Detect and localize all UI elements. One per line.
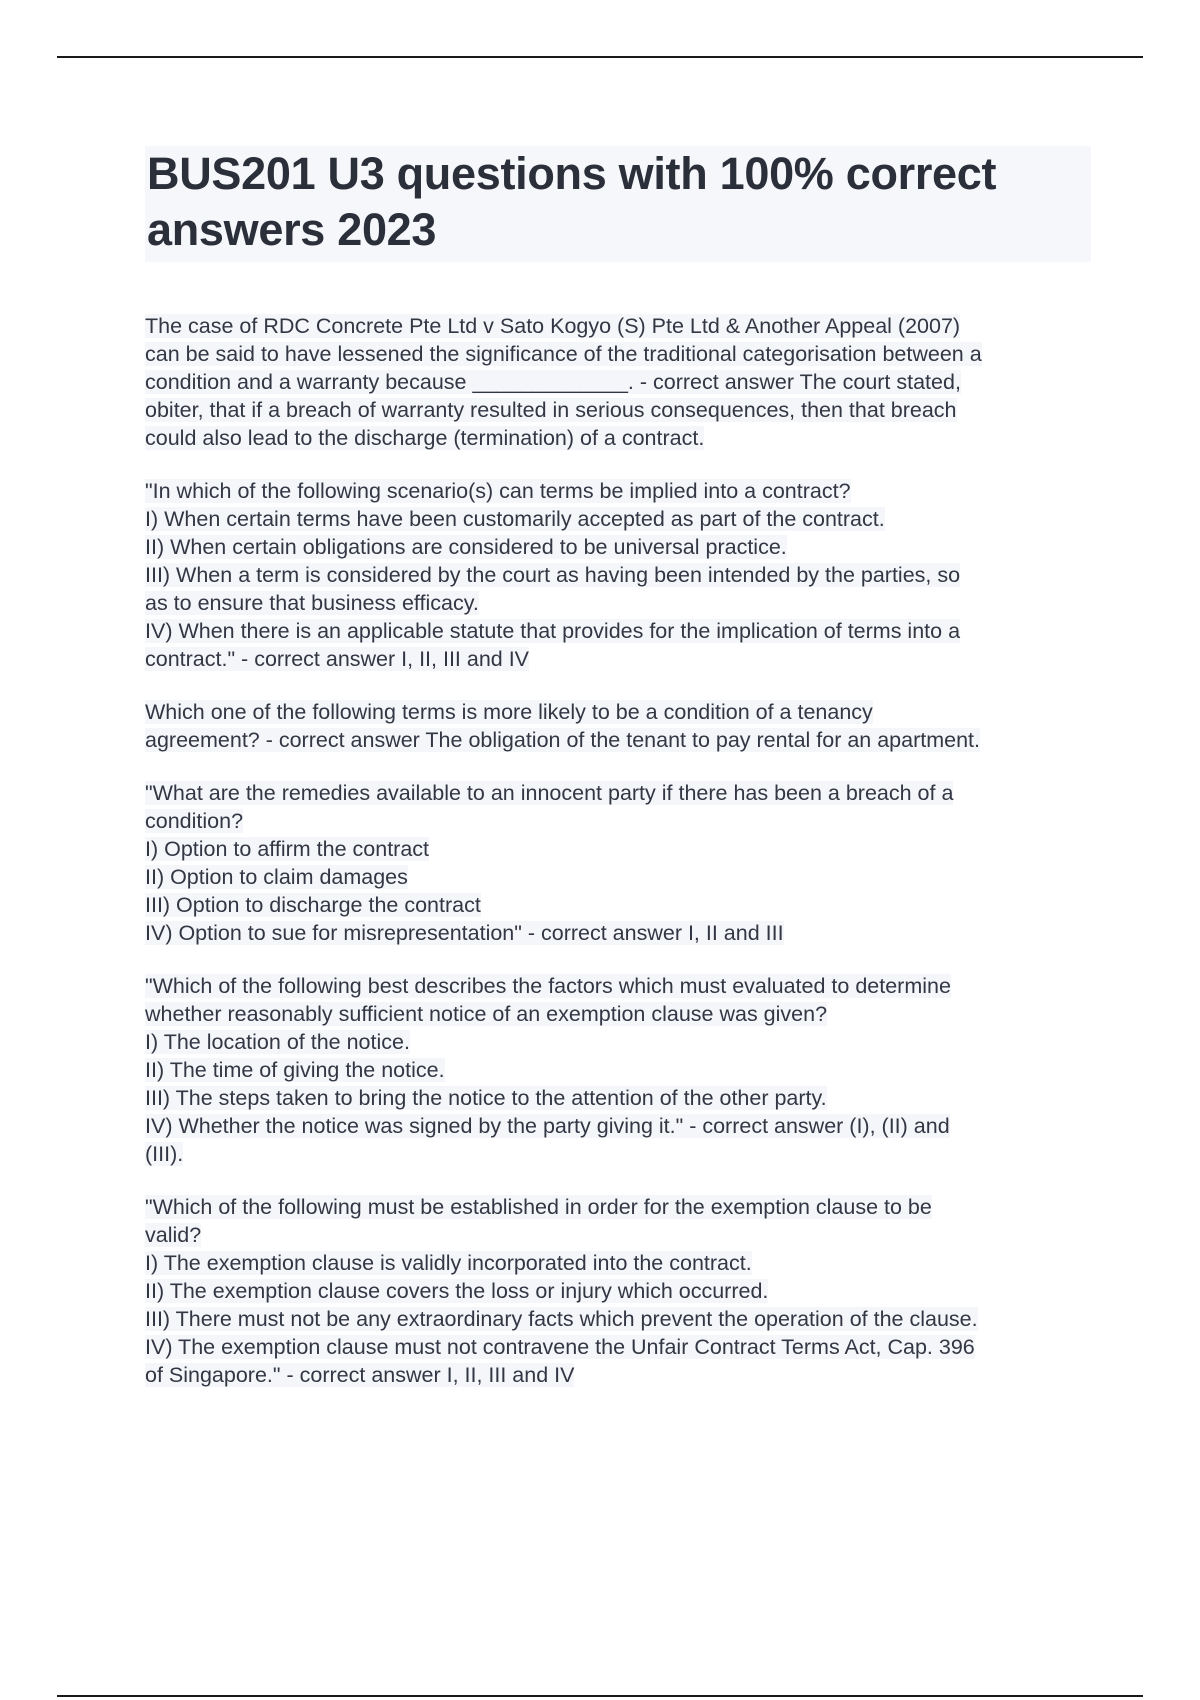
text-line-content: can be said to have lessened the significance of the traditional categorisation between a	[145, 342, 982, 366]
text-line	[145, 477, 1095, 505]
text-line-content: IV) Option to sue for misrepresentation" - correct answer I, II and III	[145, 921, 784, 945]
text-line-content: (III).	[145, 1142, 184, 1166]
text-line	[145, 972, 1095, 1000]
text-line	[145, 919, 1095, 947]
text-line	[145, 807, 1095, 835]
text-line	[145, 1000, 1095, 1028]
text-line-content: condition?	[145, 809, 244, 833]
question-answer-block	[145, 698, 1095, 754]
text-line	[145, 1193, 1095, 1221]
text-line-content: II) Option to claim damages	[145, 865, 408, 889]
text-line	[145, 1112, 1095, 1140]
text-line	[145, 835, 1095, 863]
text-line	[145, 863, 1095, 891]
top-rule	[57, 56, 1143, 58]
text-line-content: I) Option to affirm the contract	[145, 837, 430, 861]
title-line-2: answers 2023	[147, 204, 437, 255]
document-body	[145, 312, 1095, 1414]
text-line-content: agreement? - correct answer The obligation of the tenant to pay rental for an apartment.	[145, 728, 981, 752]
text-line-content: whether reasonably sufficient notice of an exemption clause was given?	[145, 1002, 828, 1026]
text-line-content: The case of RDC Concrete Pte Ltd v Sato Kogyo (S) Pte Ltd & Another Appeal (2007)	[145, 314, 961, 338]
text-line-content: IV) When there is an applicable statute that provides for the implication of terms into a	[145, 619, 961, 643]
text-line-content: Which one of the following terms is more likely to be a condition of a tenancy	[145, 700, 873, 724]
text-line-content: condition and a warranty because _____________. - correct answer The court stated,	[145, 370, 961, 394]
question-answer-block	[145, 972, 1095, 1168]
text-line	[145, 505, 1095, 533]
question-answer-block	[145, 312, 1095, 452]
text-line-content: III) The steps taken to bring the notice to the attention of the other party.	[145, 1086, 827, 1110]
text-line	[145, 561, 1095, 589]
text-line-content: II) The time of giving the notice.	[145, 1058, 445, 1082]
question-answer-block	[145, 1193, 1095, 1389]
text-line-content: I) The location of the notice.	[145, 1030, 410, 1054]
text-line	[145, 340, 1095, 368]
text-line-content: II) When certain obligations are considered to be universal practice.	[145, 535, 787, 559]
text-line-content: contract." - correct answer I, II, III and IV	[145, 647, 530, 671]
text-line-content: III) There must not be any extraordinary facts which prevent the operation of the clause.	[145, 1307, 978, 1331]
text-line	[145, 368, 1095, 396]
text-line	[145, 424, 1095, 452]
text-line	[145, 1305, 1095, 1333]
text-line	[145, 1249, 1095, 1277]
title-block	[145, 146, 1091, 262]
text-line	[145, 1277, 1095, 1305]
text-line	[145, 312, 1095, 340]
text-line	[145, 1333, 1095, 1361]
text-line-content: I) The exemption clause is validly incorporated into the contract.	[145, 1251, 752, 1275]
text-line-content: IV) Whether the notice was signed by the party giving it." - correct answer (I), (II) and	[145, 1114, 950, 1138]
text-line	[145, 1140, 1095, 1168]
text-line-content: III) When a term is considered by the court as having been intended by the parties, so	[145, 563, 961, 587]
text-line-content: valid?	[145, 1223, 202, 1247]
text-line	[145, 779, 1095, 807]
text-line	[145, 1221, 1095, 1249]
text-line	[145, 698, 1095, 726]
question-answer-block	[145, 477, 1095, 673]
text-line-content: I) When certain terms have been customarily accepted as part of the contract.	[145, 507, 885, 531]
bottom-rule	[57, 1695, 1143, 1697]
text-line-content: II) The exemption clause covers the loss or injury which occurred.	[145, 1279, 769, 1303]
page-title	[147, 146, 1089, 258]
text-line-content: of Singapore." - correct answer I, II, III and IV	[145, 1363, 575, 1387]
text-line-content: "Which of the following best describes the factors which must evaluated to determine	[145, 974, 951, 998]
text-line-content: "What are the remedies available to an innocent party if there has been a breach of a	[145, 781, 954, 805]
text-line	[145, 1084, 1095, 1112]
text-line-content: could also lead to the discharge (termination) of a contract.	[145, 426, 705, 450]
title-line-1: BUS201 U3 questions with 100% correct	[147, 148, 997, 199]
text-line	[145, 726, 1095, 754]
text-line-content: "Which of the following must be established in order for the exemption clause to be	[145, 1195, 932, 1219]
text-line-content: "In which of the following scenario(s) can terms be implied into a contract?	[145, 479, 851, 503]
text-line	[145, 617, 1095, 645]
text-line	[145, 396, 1095, 424]
text-line	[145, 645, 1095, 673]
text-line	[145, 1361, 1095, 1389]
text-line	[145, 1056, 1095, 1084]
text-line	[145, 1028, 1095, 1056]
text-line-content: III) Option to discharge the contract	[145, 893, 481, 917]
text-line	[145, 891, 1095, 919]
text-line	[145, 589, 1095, 617]
text-line-content: obiter, that if a breach of warranty resulted in serious consequences, then that breach	[145, 398, 957, 422]
question-answer-block	[145, 779, 1095, 947]
text-line-content: IV) The exemption clause must not contravene the Unfair Contract Terms Act, Cap. 396	[145, 1335, 975, 1359]
text-line	[145, 533, 1095, 561]
text-line-content: as to ensure that business efficacy.	[145, 591, 479, 615]
